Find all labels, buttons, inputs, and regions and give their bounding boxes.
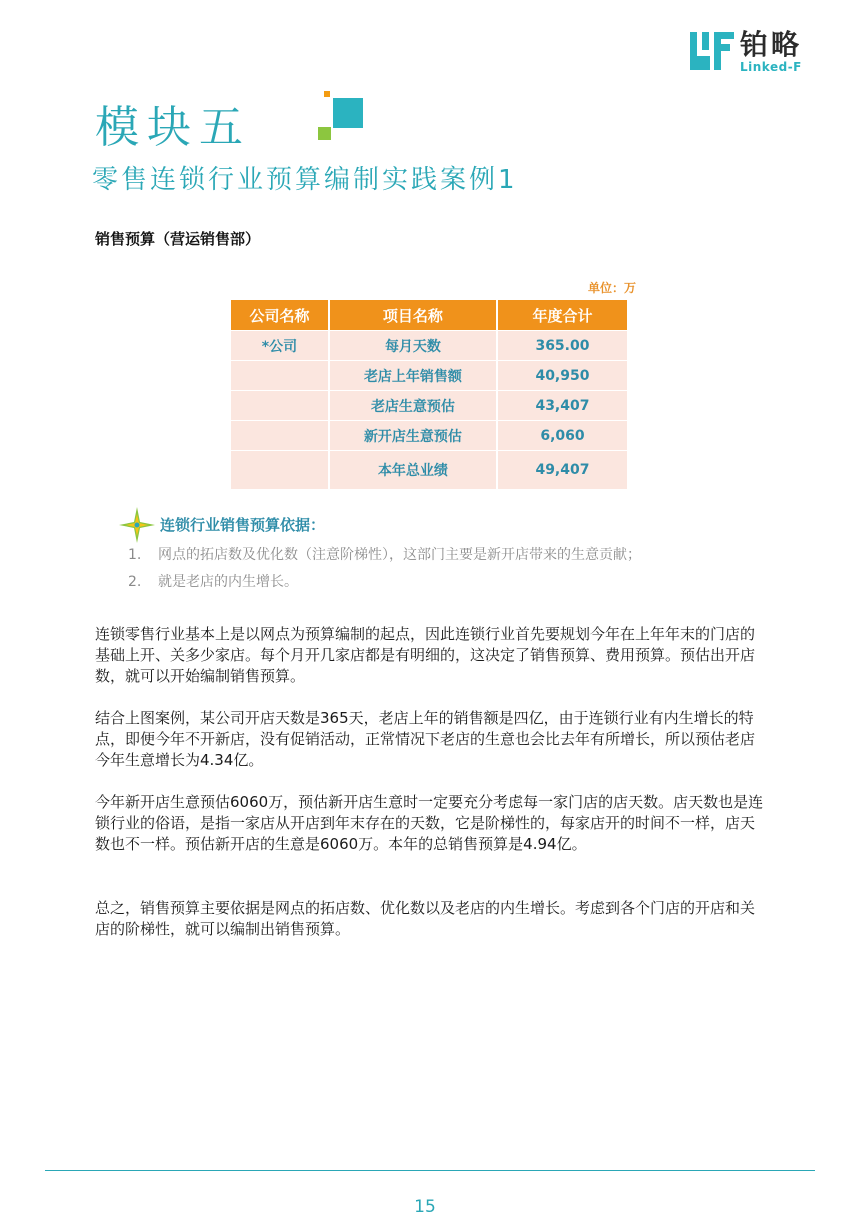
table-row <box>231 331 627 361</box>
logo-mark-icon <box>690 32 734 70</box>
table-row <box>231 451 627 490</box>
basis-list <box>128 542 641 596</box>
cell-company <box>231 451 329 490</box>
table-row <box>231 391 627 421</box>
basis-title: 连锁行业销售预算依据： <box>160 516 326 534</box>
unit-label: 单位：万 <box>588 281 637 295</box>
sales-budget-table <box>231 300 627 489</box>
list-item-text: 网点的拓店数及优化数（注意阶梯性），这部门主要是新开店带来的生意贡献； <box>158 547 641 563</box>
cell-company: *公司 <box>231 331 329 361</box>
cell-company <box>231 421 329 451</box>
decorative-square-green <box>318 127 331 140</box>
column-header-total: 年度合计 <box>497 300 627 331</box>
cell-item: 每月天数 <box>329 331 497 361</box>
cell-item: 老店上年销售额 <box>329 361 497 391</box>
cell-total: 365.00 <box>497 331 627 361</box>
cell-item: 新开店生意预估 <box>329 421 497 451</box>
decorative-square-teal <box>333 98 363 128</box>
column-header-company: 公司名称 <box>231 300 329 331</box>
cell-item: 老店生意预估 <box>329 391 497 421</box>
column-header-item: 项目名称 <box>329 300 497 331</box>
body-paragraph: 总之，销售预算主要依据是网点的拓店数、优化数以及老店的内生增长。考虑到各个门店的开店和关店的阶梯性，就可以编制出销售预算。 <box>95 899 756 938</box>
section-heading: 销售预算（营运销售部） <box>95 230 261 248</box>
table-header-row <box>231 300 627 331</box>
body-paragraph: 结合上图案例，某公司开店天数是365天，老店上年的销售额是四亿，由于连锁行业有内生增长的特点，即便今年不开新店，没有促销活动，正常情况下老店的生意也会比去年有所增长，所以预估老店今年生意增长为4.34亿。 <box>95 709 756 769</box>
cell-item: 本年总业绩 <box>329 451 497 490</box>
list-item-number: 2. <box>128 574 142 590</box>
cell-company <box>231 361 329 391</box>
cell-total: 43,407 <box>497 391 627 421</box>
body-paragraph: 今年新开店生意预估6060万，预估新开店生意时一定要充分考虑每一家门店的店天数。店天数也是连锁行业的俗语，是指一家店从开店到年末存在的天数，它是阶梯性的，每家店开的时间不一样，店天数也不一样。预估新开店的生意是6060万。本年的总销售预算是4.94亿。 <box>95 793 764 853</box>
list-item-number: 1. <box>128 547 142 563</box>
footer-divider <box>45 1170 815 1171</box>
list-item-text: 就是老店的内生增长。 <box>158 574 298 590</box>
table-row <box>231 421 627 451</box>
brand-logo <box>690 30 820 74</box>
table-row <box>231 361 627 391</box>
body-paragraph: 连锁零售行业基本上是以网点为预算编制的起点，因此连锁行业首先要规划今年在上年年末的门店的基础上开、关多少家店。每个月开几家店都是有明细的，这决定了销售预算、费用预算。预估出开店数，就可以开始编制销售预算。 <box>95 625 756 685</box>
cell-total: 6,060 <box>497 421 627 451</box>
decorative-square-orange <box>324 91 330 97</box>
cell-total: 40,950 <box>497 361 627 391</box>
cell-total: 49,407 <box>497 451 627 490</box>
cell-company <box>231 391 329 421</box>
logo-english-name: Linked-F <box>740 60 802 74</box>
page-subtitle: 零售连锁行业预算编制实践案例1 <box>92 165 518 195</box>
module-title: 模块五 <box>95 102 251 153</box>
star-icon <box>118 506 156 544</box>
list-item <box>128 569 641 596</box>
page-number: 15 <box>414 1197 436 1217</box>
list-item <box>128 542 641 569</box>
logo-chinese-name: 铂略 <box>740 28 803 61</box>
